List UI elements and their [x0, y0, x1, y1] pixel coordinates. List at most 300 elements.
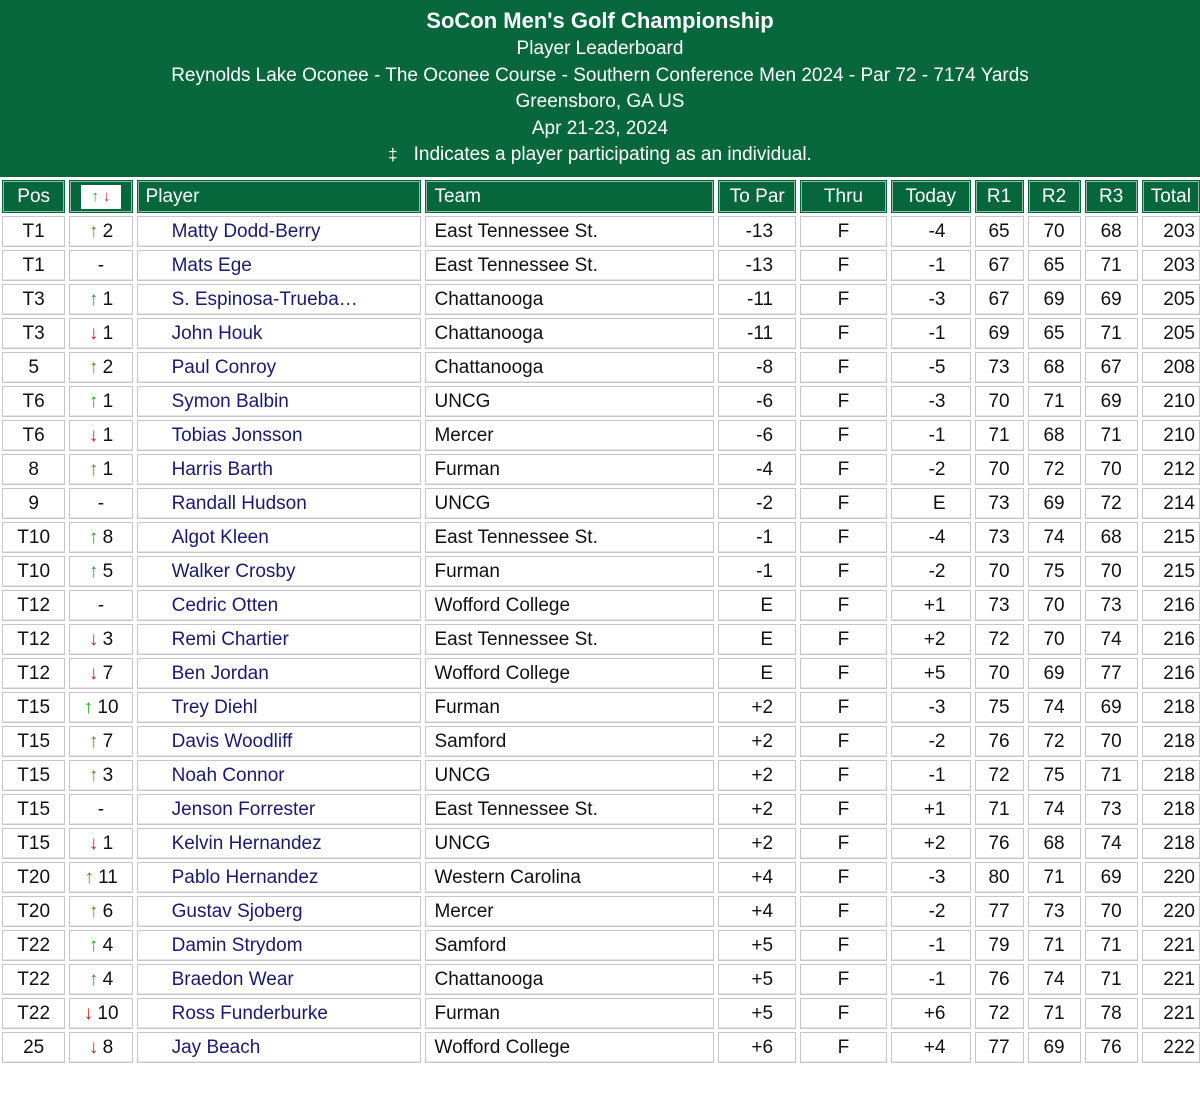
table-row — [2, 488, 1200, 519]
player-name-link[interactable]: Trey Diehl — [137, 692, 422, 723]
team-cell: UNCG — [425, 760, 714, 791]
thru-cell: F — [800, 352, 887, 383]
to-par-cell: -4 — [718, 454, 796, 485]
total-cell: 216 — [1142, 624, 1200, 655]
team-cell: East Tennessee St. — [425, 250, 714, 281]
r3-cell: 76 — [1085, 1032, 1138, 1063]
table-row — [2, 454, 1200, 485]
r2-cell: 69 — [1028, 284, 1081, 315]
moved-down-icon: ↓ — [88, 662, 99, 684]
thru-cell: F — [800, 658, 887, 689]
moved-down-icon: ↓ — [83, 1002, 94, 1024]
player-name-link[interactable]: Gustav Sjoberg — [137, 896, 422, 927]
movement-value: 4 — [102, 968, 114, 990]
thru-cell: F — [800, 624, 887, 655]
r3-cell: 69 — [1085, 692, 1138, 723]
r3-cell: 73 — [1085, 590, 1138, 621]
today-cell: -2 — [891, 454, 971, 485]
to-par-cell: +4 — [718, 862, 796, 893]
position-cell: T12 — [2, 590, 65, 621]
player-name-link[interactable]: Braedon Wear — [137, 964, 422, 995]
r1-cell: 70 — [975, 658, 1024, 689]
total-cell: 215 — [1142, 522, 1200, 553]
to-par-cell: E — [718, 590, 796, 621]
to-par-cell: -6 — [718, 420, 796, 451]
table-row — [2, 692, 1200, 723]
movement-cell — [69, 590, 132, 621]
team-cell: UNCG — [425, 386, 714, 417]
r3-cell: 72 — [1085, 488, 1138, 519]
thru-cell: F — [800, 760, 887, 791]
moved-up-icon: ↑ — [88, 458, 99, 480]
movement-cell — [69, 1032, 132, 1063]
today-cell: -1 — [891, 250, 971, 281]
r1-cell: 72 — [975, 624, 1024, 655]
thru-cell: F — [800, 250, 887, 281]
thru-cell: F — [800, 828, 887, 859]
r2-cell: 74 — [1028, 794, 1081, 825]
thru-cell: F — [800, 692, 887, 723]
table-row — [2, 862, 1200, 893]
player-name-link[interactable]: Jay Beach — [137, 1032, 422, 1063]
player-name-link[interactable]: Noah Connor — [137, 760, 422, 791]
thru-cell: F — [800, 896, 887, 927]
team-cell: East Tennessee St. — [425, 624, 714, 655]
total-cell: 203 — [1142, 216, 1200, 247]
position-cell: T12 — [2, 658, 65, 689]
team-cell: Mercer — [425, 420, 714, 451]
r3-cell: 71 — [1085, 318, 1138, 349]
r1-cell: 73 — [975, 488, 1024, 519]
position-cell: T15 — [2, 828, 65, 859]
r2-cell: 72 — [1028, 454, 1081, 485]
movement-value: 8 — [102, 526, 114, 548]
thru-cell: F — [800, 488, 887, 519]
movement-value: 10 — [97, 1002, 119, 1024]
to-par-cell: +4 — [718, 896, 796, 927]
total-cell: 218 — [1142, 794, 1200, 825]
player-name-link[interactable]: Remi Chartier — [137, 624, 422, 655]
movement-value: - — [97, 798, 105, 820]
position-cell: T20 — [2, 896, 65, 927]
column-header-team[interactable]: Team — [425, 180, 714, 213]
player-name-link[interactable]: Mats Ege — [137, 250, 422, 281]
table-row — [2, 1032, 1200, 1063]
position-cell: T22 — [2, 930, 65, 961]
team-cell: Chattanooga — [425, 284, 714, 315]
to-par-cell: -11 — [718, 318, 796, 349]
position-cell: 5 — [2, 352, 65, 383]
r3-cell: 70 — [1085, 896, 1138, 927]
r2-cell: 71 — [1028, 998, 1081, 1029]
thru-cell: F — [800, 556, 887, 587]
team-cell: Furman — [425, 692, 714, 723]
position-cell: T22 — [2, 998, 65, 1029]
to-par-cell: -13 — [718, 250, 796, 281]
course-info: Reynolds Lake Oconee - The Oconee Course - Southern Conference Men 2024 - Par 72 - 7174 Yards — [171, 64, 1029, 86]
to-par-cell: -13 — [718, 216, 796, 247]
table-row — [2, 420, 1200, 451]
today-cell: -1 — [891, 420, 971, 451]
leaderboard-table — [0, 177, 1200, 1066]
today-cell: -1 — [891, 964, 971, 995]
table-row — [2, 658, 1200, 689]
r2-cell: 71 — [1028, 386, 1081, 417]
team-cell: Furman — [425, 998, 714, 1029]
table-row — [2, 386, 1200, 417]
player-name-link[interactable]: Pablo Hernandez — [137, 862, 422, 893]
r2-cell: 65 — [1028, 318, 1081, 349]
team-cell: UNCG — [425, 828, 714, 859]
total-cell: 222 — [1142, 1032, 1200, 1063]
to-par-cell: +5 — [718, 930, 796, 961]
movement-cell — [69, 896, 132, 927]
r2-cell: 74 — [1028, 964, 1081, 995]
moved-up-icon: ↑ — [84, 866, 94, 888]
movement-value: 7 — [102, 730, 114, 752]
r1-cell: 76 — [975, 964, 1024, 995]
total-cell: 216 — [1142, 658, 1200, 689]
r2-cell: 72 — [1028, 726, 1081, 757]
r3-cell: 77 — [1085, 658, 1138, 689]
player-name-link[interactable]: Damin Strydom — [137, 930, 422, 961]
moved-up-icon: ↑ — [88, 526, 99, 548]
position-cell: T15 — [2, 794, 65, 825]
total-cell: 221 — [1142, 998, 1200, 1029]
movement-value: 2 — [102, 220, 114, 242]
movement-value: 8 — [102, 1036, 114, 1058]
thru-cell: F — [800, 1032, 887, 1063]
r3-cell: 69 — [1085, 284, 1138, 315]
movement-cell — [69, 998, 132, 1029]
to-par-cell: -2 — [718, 488, 796, 519]
r3-cell: 70 — [1085, 556, 1138, 587]
column-header-movement[interactable] — [69, 180, 132, 213]
individual-marker-icon: ‡ — [388, 145, 398, 164]
r2-cell: 68 — [1028, 420, 1081, 451]
to-par-cell: +2 — [718, 726, 796, 757]
movement-cell — [69, 386, 132, 417]
r2-cell: 65 — [1028, 250, 1081, 281]
player-name-link[interactable]: Randall Hudson — [137, 488, 422, 519]
today-cell: +1 — [891, 794, 971, 825]
today-cell: -4 — [891, 216, 971, 247]
movement-cell — [69, 556, 132, 587]
position-cell: 8 — [2, 454, 65, 485]
event-location: Greensboro, GA US — [515, 91, 685, 112]
leaderboard-header — [0, 0, 1200, 177]
column-header-r3[interactable]: R3 — [1085, 180, 1138, 213]
total-cell: 208 — [1142, 352, 1200, 383]
leaderboard-body — [2, 216, 1200, 1063]
moved-down-icon: ↓ — [88, 628, 99, 650]
table-row — [2, 284, 1200, 315]
movement-cell — [69, 964, 132, 995]
movement-value: - — [97, 492, 105, 514]
r1-cell: 65 — [975, 216, 1024, 247]
r3-cell: 71 — [1085, 930, 1138, 961]
to-par-cell: +6 — [718, 1032, 796, 1063]
movement-cell — [69, 930, 132, 961]
team-cell: Western Carolina — [425, 862, 714, 893]
to-par-cell: -6 — [718, 386, 796, 417]
position-cell: T6 — [2, 420, 65, 451]
movement-value: 1 — [102, 288, 114, 310]
team-cell: East Tennessee St. — [425, 216, 714, 247]
position-cell: T3 — [2, 284, 65, 315]
table-row — [2, 624, 1200, 655]
player-name-link[interactable]: Ben Jordan — [137, 658, 422, 689]
column-header-today[interactable]: Today — [891, 180, 971, 213]
position-cell: T10 — [2, 556, 65, 587]
r3-cell: 71 — [1085, 760, 1138, 791]
r1-cell: 73 — [975, 522, 1024, 553]
thru-cell: F — [800, 794, 887, 825]
column-header-thru[interactable]: Thru — [800, 180, 887, 213]
player-name-link[interactable]: Matty Dodd-Berry — [137, 216, 422, 247]
movement-cell — [69, 318, 132, 349]
thru-cell: F — [800, 590, 887, 621]
r1-cell: 67 — [975, 284, 1024, 315]
movement-value: - — [97, 254, 105, 276]
r3-cell: 69 — [1085, 862, 1138, 893]
table-row — [2, 250, 1200, 281]
movement-cell — [69, 692, 132, 723]
team-cell: Furman — [425, 454, 714, 485]
to-par-cell: -11 — [718, 284, 796, 315]
player-name-link[interactable]: Paul Conroy — [137, 352, 422, 383]
position-cell: 9 — [2, 488, 65, 519]
team-cell: Wofford College — [425, 658, 714, 689]
r2-cell: 71 — [1028, 862, 1081, 893]
to-par-cell: +2 — [718, 760, 796, 791]
table-row — [2, 216, 1200, 247]
player-name-link[interactable]: Algot Kleen — [137, 522, 422, 553]
total-cell: 203 — [1142, 250, 1200, 281]
movement-value: 5 — [102, 560, 114, 582]
team-cell: Furman — [425, 556, 714, 587]
total-cell: 218 — [1142, 760, 1200, 791]
column-header-pos[interactable]: Pos — [2, 180, 65, 213]
team-cell: Samford — [425, 726, 714, 757]
today-cell: -3 — [891, 386, 971, 417]
player-name-link[interactable]: Symon Balbin — [137, 386, 422, 417]
movement-cell — [69, 420, 132, 451]
r1-cell: 69 — [975, 318, 1024, 349]
table-row — [2, 556, 1200, 587]
r2-cell: 69 — [1028, 658, 1081, 689]
today-cell: E — [891, 488, 971, 519]
team-cell: Chattanooga — [425, 352, 714, 383]
player-name-link[interactable]: Davis Woodliff — [137, 726, 422, 757]
r1-cell: 72 — [975, 998, 1024, 1029]
column-header-total[interactable]: Total — [1142, 180, 1200, 213]
team-cell: Wofford College — [425, 1032, 714, 1063]
total-cell: 212 — [1142, 454, 1200, 485]
movement-cell — [69, 488, 132, 519]
movement-cell — [69, 250, 132, 281]
to-par-cell: E — [718, 624, 796, 655]
individual-legend — [0, 142, 1200, 169]
team-cell: Mercer — [425, 896, 714, 927]
r2-cell: 71 — [1028, 930, 1081, 961]
column-header-to-par[interactable]: To Par — [718, 180, 796, 213]
thru-cell: F — [800, 386, 887, 417]
moved-up-icon: ↑ — [88, 288, 99, 310]
today-cell: +6 — [891, 998, 971, 1029]
movement-value: 1 — [102, 390, 114, 412]
movement-value: 11 — [98, 866, 118, 888]
r3-cell: 74 — [1085, 828, 1138, 859]
movement-value: 10 — [97, 696, 119, 718]
r2-cell: 68 — [1028, 828, 1081, 859]
to-par-cell: +2 — [718, 692, 796, 723]
moved-down-icon: ↓ — [88, 424, 99, 446]
r1-cell: 73 — [975, 590, 1024, 621]
r1-cell: 79 — [975, 930, 1024, 961]
player-name-link[interactable]: Kelvin Hernandez — [137, 828, 422, 859]
total-cell: 218 — [1142, 692, 1200, 723]
to-par-cell: -8 — [718, 352, 796, 383]
movement-cell — [69, 624, 132, 655]
r1-cell: 71 — [975, 794, 1024, 825]
r1-cell: 77 — [975, 896, 1024, 927]
thru-cell: F — [800, 522, 887, 553]
total-cell: 221 — [1142, 930, 1200, 961]
to-par-cell: +5 — [718, 964, 796, 995]
today-cell: -2 — [891, 726, 971, 757]
today-cell: -3 — [891, 692, 971, 723]
player-name-link[interactable]: Jenson Forrester — [137, 794, 422, 825]
moved-down-icon: ↓ — [88, 322, 99, 344]
to-par-cell: +2 — [718, 794, 796, 825]
movement-value: 3 — [102, 628, 114, 650]
r1-cell: 77 — [975, 1032, 1024, 1063]
moved-up-icon: ↑ — [88, 764, 99, 786]
r2-cell: 70 — [1028, 624, 1081, 655]
movement-cell — [69, 760, 132, 791]
moved-up-icon: ↑ — [88, 968, 99, 990]
position-cell: T6 — [2, 386, 65, 417]
moved-up-icon: ↑ — [88, 220, 99, 242]
total-cell: 220 — [1142, 862, 1200, 893]
movement-sort-icon[interactable]: ↑ ↓ — [81, 185, 121, 209]
r3-cell: 74 — [1085, 624, 1138, 655]
team-cell: Chattanooga — [425, 318, 714, 349]
movement-value: 1 — [102, 832, 114, 854]
individual-legend-text: Indicates a player participating as an individual. — [413, 144, 812, 165]
to-par-cell: +5 — [718, 998, 796, 1029]
thru-cell: F — [800, 964, 887, 995]
r2-cell: 68 — [1028, 352, 1081, 383]
table-row — [2, 930, 1200, 961]
moved-down-icon: ↓ — [88, 1036, 99, 1058]
moved-up-icon: ↑ — [88, 560, 99, 582]
position-cell: 25 — [2, 1032, 65, 1063]
position-cell: T15 — [2, 692, 65, 723]
player-name-link[interactable]: Ross Funderburke — [137, 998, 422, 1029]
moved-down-icon: ↓ — [88, 832, 99, 854]
r2-cell: 69 — [1028, 1032, 1081, 1063]
player-name-link[interactable]: John Houk — [137, 318, 422, 349]
moved-up-icon: ↑ — [88, 934, 99, 956]
movement-value: 2 — [102, 356, 114, 378]
column-header-player[interactable]: Player — [137, 180, 422, 213]
movement-cell — [69, 828, 132, 859]
movement-cell — [69, 794, 132, 825]
position-cell: T10 — [2, 522, 65, 553]
movement-cell — [69, 522, 132, 553]
total-cell: 215 — [1142, 556, 1200, 587]
player-name-link[interactable]: Harris Barth — [137, 454, 422, 485]
movement-cell — [69, 352, 132, 383]
r1-cell: 70 — [975, 454, 1024, 485]
thru-cell: F — [800, 998, 887, 1029]
r3-cell: 67 — [1085, 352, 1138, 383]
team-cell: East Tennessee St. — [425, 794, 714, 825]
player-name-link[interactable]: Tobias Jonsson — [137, 420, 422, 451]
r1-cell: 71 — [975, 420, 1024, 451]
team-cell: Chattanooga — [425, 964, 714, 995]
today-cell: +2 — [891, 624, 971, 655]
position-cell: T12 — [2, 624, 65, 655]
r3-cell: 73 — [1085, 794, 1138, 825]
r1-cell: 70 — [975, 386, 1024, 417]
position-cell: T20 — [2, 862, 65, 893]
today-cell: -5 — [891, 352, 971, 383]
player-name-link[interactable]: Walker Crosby — [137, 556, 422, 587]
today-cell: -1 — [891, 930, 971, 961]
position-cell: T22 — [2, 964, 65, 995]
total-cell: 210 — [1142, 420, 1200, 451]
r1-cell: 75 — [975, 692, 1024, 723]
table-row — [2, 964, 1200, 995]
thru-cell: F — [800, 454, 887, 485]
moved-up-icon: ↑ — [83, 696, 94, 718]
table-row — [2, 726, 1200, 757]
position-cell: T15 — [2, 760, 65, 791]
table-row — [2, 590, 1200, 621]
total-cell: 205 — [1142, 318, 1200, 349]
thru-cell: F — [800, 420, 887, 451]
total-cell: 218 — [1142, 828, 1200, 859]
thru-cell: F — [800, 284, 887, 315]
position-cell: T15 — [2, 726, 65, 757]
r1-cell: 73 — [975, 352, 1024, 383]
movement-cell — [69, 726, 132, 757]
today-cell: +1 — [891, 590, 971, 621]
thru-cell: F — [800, 216, 887, 247]
team-cell: East Tennessee St. — [425, 522, 714, 553]
player-name-link[interactable]: Cedric Otten — [137, 590, 422, 621]
movement-cell — [69, 284, 132, 315]
team-cell: Wofford College — [425, 590, 714, 621]
r2-cell: 74 — [1028, 692, 1081, 723]
movement-value: 1 — [102, 424, 114, 446]
total-cell: 218 — [1142, 726, 1200, 757]
total-cell: 214 — [1142, 488, 1200, 519]
r2-cell: 75 — [1028, 760, 1081, 791]
movement-cell — [69, 658, 132, 689]
team-cell: Samford — [425, 930, 714, 961]
column-header-r2[interactable]: R2 — [1028, 180, 1081, 213]
r2-cell: 70 — [1028, 590, 1081, 621]
today-cell: +2 — [891, 828, 971, 859]
r3-cell: 71 — [1085, 250, 1138, 281]
player-name-link[interactable]: S. Espinosa-Trueba… — [137, 284, 422, 315]
thru-cell: F — [800, 930, 887, 961]
column-header-r1[interactable]: R1 — [975, 180, 1024, 213]
